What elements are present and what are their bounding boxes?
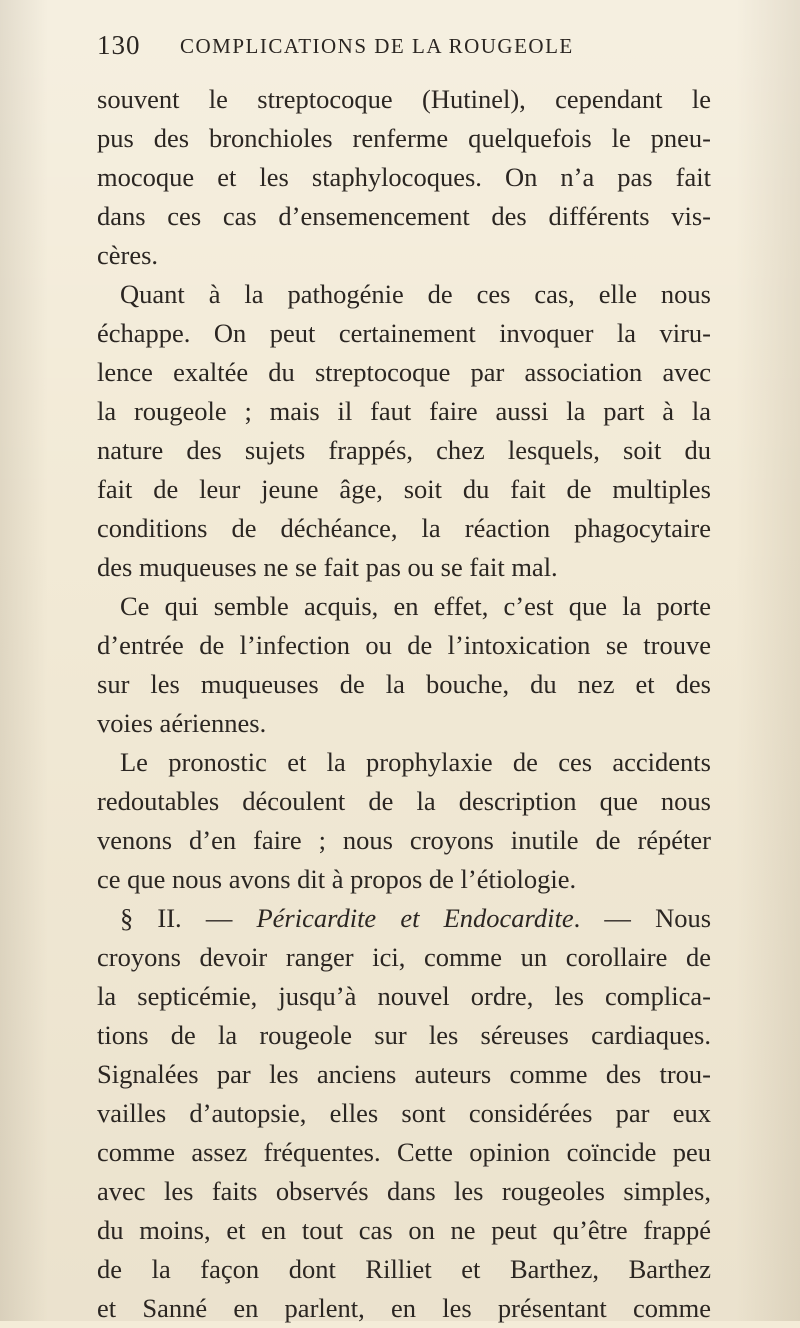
running-header (97, 30, 717, 64)
text-line: Quant à la pathogénie de ces cas, elle nous (120, 279, 711, 309)
body-text (97, 80, 711, 1328)
text-line: venons d’en faire ; nous croyons inutile de répéter (97, 825, 711, 855)
section-heading-line (97, 899, 711, 938)
text-line: souvent le streptocoque (Hutinel), cependant le (97, 84, 711, 114)
section-heading-text: § II. — Péricardite et Endocardite. — Nous (120, 903, 711, 933)
text-line: croyons devoir ranger ici, comme un corollaire de (97, 942, 711, 972)
text-line: des muqueuses ne se fait pas ou se fait mal. (97, 552, 558, 582)
text-line: sur les muqueuses de la bouche, du nez et des (97, 669, 711, 699)
text-line: mocoque et les staphylocoques. On n’a pas fait (97, 162, 711, 192)
text-line: cères. (97, 240, 159, 270)
text-line: avec les faits observés dans les rougeoles simples, (97, 1176, 711, 1206)
text-line: tions de la rougeole sur les séreuses cardiaques. (97, 1020, 711, 1050)
text-line: d’entrée de l’infection ou de l’intoxication se trouve (97, 630, 711, 660)
text-line: conditions de déchéance, la réaction phagocytaire (97, 513, 711, 543)
text-line: ce que nous avons dit à propos de l’étiologie. (97, 864, 577, 894)
text-line: voies aériennes. (97, 708, 267, 738)
text-line: redoutables découlent de la description que nous (97, 786, 711, 816)
running-title: COMPLICATIONS DE LA ROUGEOLE (180, 34, 574, 58)
text-line: fait de leur jeune âge, soit du fait de multiples (97, 474, 711, 504)
text-line: la rougeole ; mais il faut faire aussi la part à la (97, 396, 711, 426)
text-line: lence exaltée du streptocoque par association avec (97, 357, 711, 387)
text-line: vailles d’autopsie, elles sont considérées par eux (97, 1098, 711, 1128)
page-number: 130 (97, 30, 141, 60)
text-line: du moins, et en tout cas on ne peut qu’être frappé (97, 1215, 711, 1245)
text-line: Le pronostic et la prophylaxie de ces accidents (120, 747, 711, 777)
text-line: et Sanné en parlent, en les présentant comme (97, 1293, 711, 1323)
text-line: nature des sujets frappés, chez lesquels, soit du (97, 435, 711, 465)
text-line: Ce qui semble acquis, en effet, c’est que la porte (120, 591, 711, 621)
text-line: Signalées par les anciens auteurs comme des trou- (97, 1059, 711, 1089)
text-line: la septicémie, jusqu’à nouvel ordre, les complica- (97, 981, 711, 1011)
text-line: dans ces cas d’ensemencement des différents vis- (97, 201, 711, 231)
text-line: de la façon dont Rilliet et Barthez, Barthez (97, 1254, 711, 1284)
text-line: comme assez fréquentes. Cette opinion coïncide peu (97, 1137, 711, 1167)
text-line: échappe. On peut certainement invoquer la viru- (97, 318, 711, 348)
text-line: pus des bronchioles renferme quelquefois le pneu- (97, 123, 711, 153)
